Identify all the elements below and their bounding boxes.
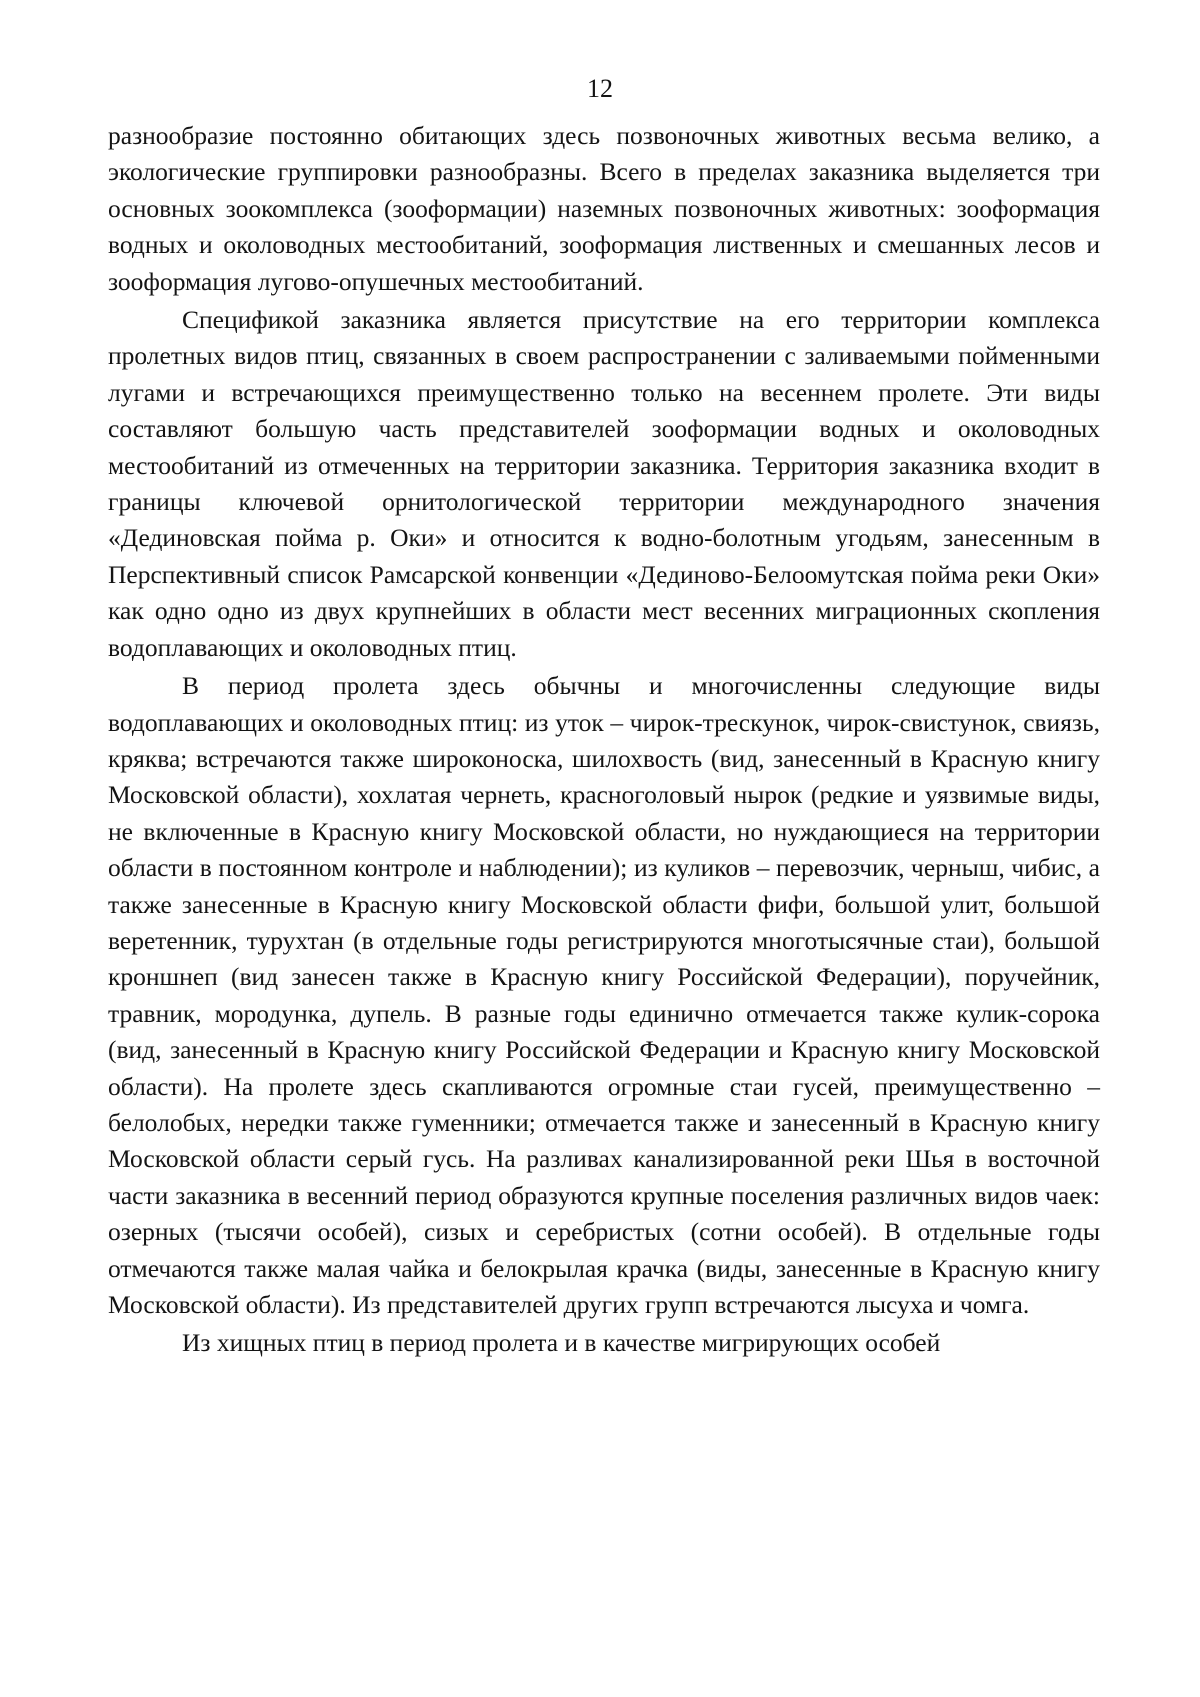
document-body: [108, 118, 1100, 1362]
paragraph-raptors: Из хищных птиц в период пролета и в качестве мигрирующих особей: [182, 1328, 941, 1358]
paragraph-migration-species: В период пролета здесь обычны и многочисленны следующие виды водоплавающих и околоводных птиц: из уток – чирок-трескунок, чирок-свистунок, свиязь, кряква; встречаются также широконоска, шилохвость (вид, занесенный в Красную книгу Московской области), хохлатая чернеть, красноголовый нырок (редкие и уязвимые виды, не включенные в Красную книгу Московской области, но нуждающиеся на территории области в постоянном контроле и наблюдении); из куликов – перевозчик, черныш, чибис, а также занесенные в Красную книгу Московской области фифи, большой улит, большой веретенник, турухтан (в отдельные годы регистрируются многотысячные стаи), большой кроншнеп (вид занесен также в Красную книгу Российской Федерации), поручейник, травник, мородунка, дупель. В разные годы единично отмечается также кулик-сорока (вид, занесенный в Красную книгу Российской Федерации и Красную книгу Московской области). На пролете здесь скапливаются огромные стаи гусей, преимущественно – белолобых, нередки также гуменники; отмечается также и занесенный в Красную книгу Московской области серый гусь. На разливах канализированной реки Шья в восточной части заказника в весенний период образуются крупные поселения различных видов чаек: озерных (тысячи особей), сизых и серебристых (сотни особей). В отдельные годы отмечаются также малая чайка и белокрылая крачка (виды, занесенные в Красную книгу Московской области). Из представителей других групп встречаются лысуха и чомга.: [108, 671, 1100, 1319]
paragraph-specifics: Спецификой заказника является присутствие на его территории комплекса пролетных видов птиц, связанных в своем распространении с заливаемыми пойменными лугами и встречающихся преимущественно только на весеннем пролете. Эти виды составляют большую часть представителей зооформации водных и околоводных местообитаний из отмеченных на территории заказника. Территория заказника входит в границы ключевой орнитологической территории международного значения «Дединовская пойма р. Оки» и относится к водно-болотным угодьям, занесенным в Перспективный список Рамсарской конвенции «Дединово-Белоомутская пойма реки Оки» как одно одно из двух крупнейших в области мест весенних миграционных скопления водоплавающих и околоводных птиц.: [108, 305, 1100, 662]
paragraph-continuation: разнообразие постоянно обитающих здесь позвоночных животных весьма велико, а экологические группировки разнообразны. Всего в пределах заказника выделяется три основных зоокомплекса (зооформации) наземных позвоночных животных: зооформация водных и околоводных местообитаний, зооформация лиственных и смешанных лесов и зооформация лугово-опушечных местообитаний.: [108, 121, 1100, 296]
page-number: 12: [587, 74, 613, 103]
